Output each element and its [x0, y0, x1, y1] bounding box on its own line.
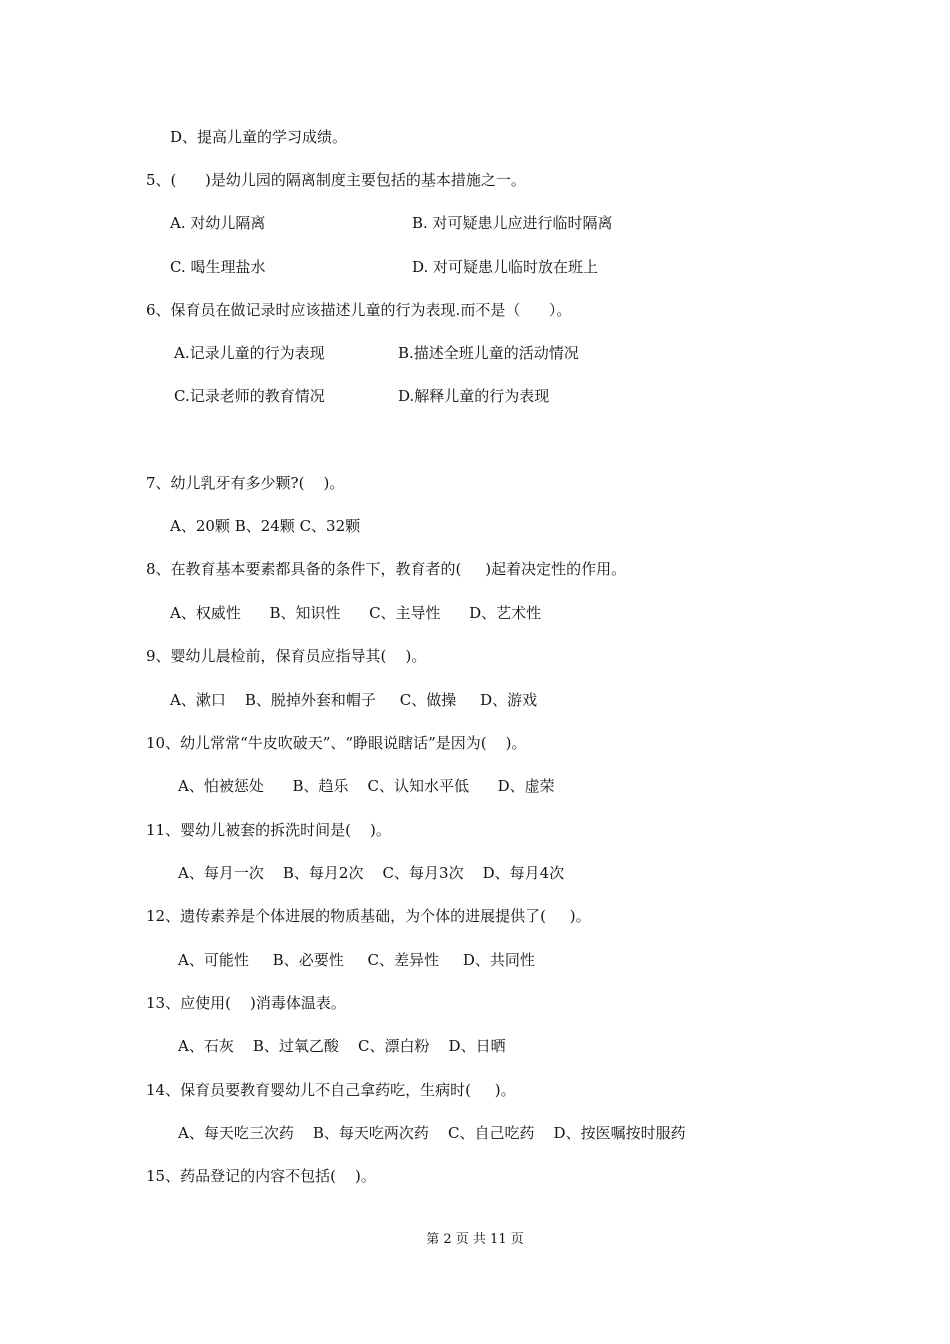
answer-option-line: D、提高儿童的学习成绩。	[170, 128, 348, 146]
question-5-option-d: D. 对可疑患儿临时放在班上	[412, 258, 599, 276]
question-6-option-d: D.解释儿童的行为表现	[398, 387, 550, 405]
question-8-options: A、权威性 B、知识性 C、主导性 D、艺术性	[170, 604, 542, 622]
question-10-options: A、怕被惩处 B、趋乐 C、认知水平低 D、虚荣	[178, 777, 555, 795]
question-5: 5、( )是幼儿园的隔离制度主要包括的基本措施之一。	[146, 171, 526, 189]
question-11-options: A、每月一次 B、每月2次 C、每月3次 D、每月4次	[178, 864, 565, 882]
question-11: 11、婴幼儿被套的拆洗时间是( )。	[146, 821, 391, 839]
question-7: 7、幼儿乳牙有多少颗?( )。	[146, 474, 345, 492]
question-5-option-c: C. 喝生理盐水	[170, 258, 266, 276]
question-6-option-b: B.描述全班儿童的活动情况	[398, 344, 579, 362]
question-14-options: A、每天吃三次药 B、每天吃两次药 C、自己吃药 D、按医嘱按时服药	[178, 1124, 686, 1142]
question-9-options: A、漱口 B、脱掉外套和帽子 C、做操 D、游戏	[170, 691, 538, 709]
question-5-option-b: B. 对可疑患儿应进行临时隔离	[412, 214, 613, 232]
question-6-option-a: A.记录儿童的行为表现	[174, 344, 325, 362]
question-12-options: A、可能性 B、必要性 C、差异性 D、共同性	[178, 951, 535, 969]
question-5-option-a: A. 对幼儿隔离	[170, 214, 266, 232]
question-9: 9、婴幼儿晨检前，保育员应指导其( )。	[146, 647, 427, 665]
question-10: 10、幼儿常常“牛皮吹破天”、“睁眼说瞎话”是因为( )。	[146, 734, 527, 752]
question-6: 6、保育员在做记录时应该描述儿童的行为表现.而不是（ ）。	[146, 301, 572, 319]
question-15: 15、药品登记的内容不包括( )。	[146, 1167, 376, 1185]
question-12: 12、遗传素养是个体进展的物质基础，为个体的进展提供了( )。	[146, 907, 591, 925]
page-footer: 第 2 页 共 11 页	[426, 1232, 524, 1247]
question-8: 8、在教育基本要素都具备的条件下，教育者的( )起着决定性的作用。	[146, 560, 627, 578]
question-13-options: A、石灰 B、过氧乙酸 C、漂白粉 D、日晒	[178, 1037, 506, 1055]
question-7-options: A、20颗 B、24颗 C、32颗	[170, 517, 361, 535]
question-6-option-c: C.记录老师的教育情况	[174, 387, 325, 405]
question-14: 14、保育员要教育婴幼儿不自己拿药吃，生病时( )。	[146, 1081, 516, 1099]
question-13: 13、应使用( )消毒体温表。	[146, 994, 346, 1012]
